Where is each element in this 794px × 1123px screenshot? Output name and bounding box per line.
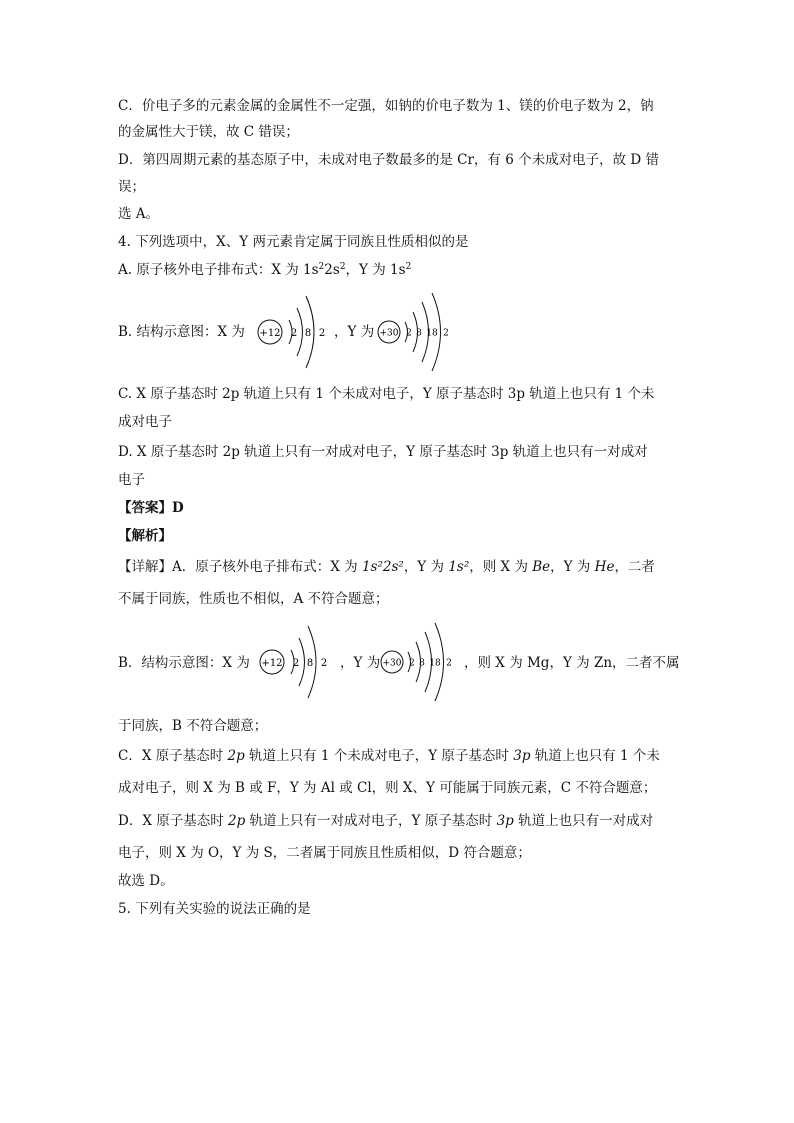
- detail-mg-shell-3: 2: [320, 658, 328, 669]
- detail-d-line1: D．X 原子基态时 2p 轨道上只有一对成对电子，Y 原子基态时 3p 轨道上也只有一对成对: [118, 813, 654, 829]
- detail-zn-shell-1: 2: [409, 658, 415, 669]
- zn-shell-2: 8: [416, 328, 422, 339]
- prev-option-d-line2: 误；: [118, 179, 145, 195]
- question-4-option-c-line2: 成对电子: [118, 414, 172, 430]
- detail-zn-nucleus-label: +30: [382, 658, 402, 669]
- mg-nucleus-label: +12: [259, 328, 281, 339]
- detail-b-y: ，Y 为: [340, 655, 381, 671]
- question-4-option-d-line1: D. X 原子基态时 2p 轨道上只有一对成对电子，Y 原子基态时 3p 轨道上也只有一对成对: [118, 444, 648, 460]
- zn-shell-3: 18: [426, 328, 438, 339]
- mg-shell-3: 2: [318, 328, 326, 339]
- detail-mg-nucleus-label: +12: [261, 658, 283, 669]
- analysis-label: 【解析】: [118, 528, 172, 544]
- detail-d-line2: 电子，则 X 为 O，Y 为 S，二者属于同族且性质相似，D 符合题意；: [118, 845, 531, 861]
- detail-b-conclusion: ，则 X 为 Mg，Y 为 Zn，二者不属: [464, 655, 680, 671]
- zn-nucleus-label: +30: [379, 328, 399, 339]
- question-4-option-a: A. 原子核外电子排布式：X 为 $1s^22s^2$，Y 为 $1s^2$: [118, 262, 412, 278]
- choose-d: 故选 D。: [118, 873, 174, 889]
- mg-shell-1: 2: [290, 328, 298, 339]
- question-4-option-b-label: B. 结构示意图：X 为: [118, 324, 245, 340]
- mg-structure-diagram: [256, 294, 336, 370]
- detail-mg-shell-2: 8: [306, 658, 314, 669]
- question-4-option-b-y: ，Y 为: [334, 324, 375, 340]
- question-4-stem: 4. 下列选项中，X、Y 两元素肯定属于同族且性质相似的是: [118, 234, 469, 250]
- question-4-option-d-line2: 电子: [118, 472, 145, 488]
- prev-option-c-line2: 的金属性大于镁，故 C 错误；: [118, 124, 299, 140]
- prev-choose-a: 选 A。: [118, 206, 160, 222]
- zn-structure-diagram: [377, 292, 459, 372]
- question-4-option-c-line1: C. X 原子基态时 2p 轨道上只有 1 个未成对电子，Y 原子基态时 3p 轨道上也只有 1 个未: [118, 386, 655, 402]
- detail-b-label: B．结构示意图：X 为: [118, 655, 250, 671]
- detail-zn-shell-2: 8: [419, 658, 425, 669]
- mg-shell-2: 8: [304, 328, 312, 339]
- detail-a-line2: 不属于同族，性质也不相似，A 不符合题意；: [118, 591, 389, 607]
- detail-c-line1: C．X 原子基态时 2p 轨道上只有 1 个未成对电子，Y 原子基态时 3p 轨道上也只有 1 个未: [118, 748, 660, 764]
- detail-zn-shell-4: 2: [446, 658, 452, 669]
- detail-mg-structure-diagram: [258, 624, 338, 700]
- detail-c-line2: 成对电子，则 X 为 B 或 F，Y 为 Al 或 Cl，则 X、Y 可能属于同族元素，C 不符合题意；: [118, 780, 657, 796]
- detail-zn-shell-3: 18: [429, 658, 441, 669]
- detail-b-line2: 于同族，B 不符合题意；: [118, 718, 268, 734]
- detail-zn-structure-diagram: [380, 622, 462, 702]
- prev-option-c-line1: C．价电子多的元素金属的金属性不一定强，如钠的价电子数为 1、镁的价电子数为 2，钠: [118, 98, 654, 114]
- zn-shell-4: 2: [443, 328, 449, 339]
- answer-label: 【答案】D: [118, 500, 184, 516]
- detail-mg-shell-1: 2: [292, 658, 300, 669]
- question-5-stem: 5. 下列有关实验的说法正确的是: [118, 901, 311, 917]
- prev-option-d-line1: D．第四周期元素的基态原子中，未成对电子数最多的是 Cr，有 6 个未成对电子，故 D 错: [118, 152, 659, 168]
- detail-a-line1: 【详解】A．原子核外电子排布式：X 为 1s²2s²，Y 为 1s²，则 X 为 Be，Y 为 He，二者: [118, 559, 655, 575]
- zn-shell-1: 2: [406, 328, 412, 339]
